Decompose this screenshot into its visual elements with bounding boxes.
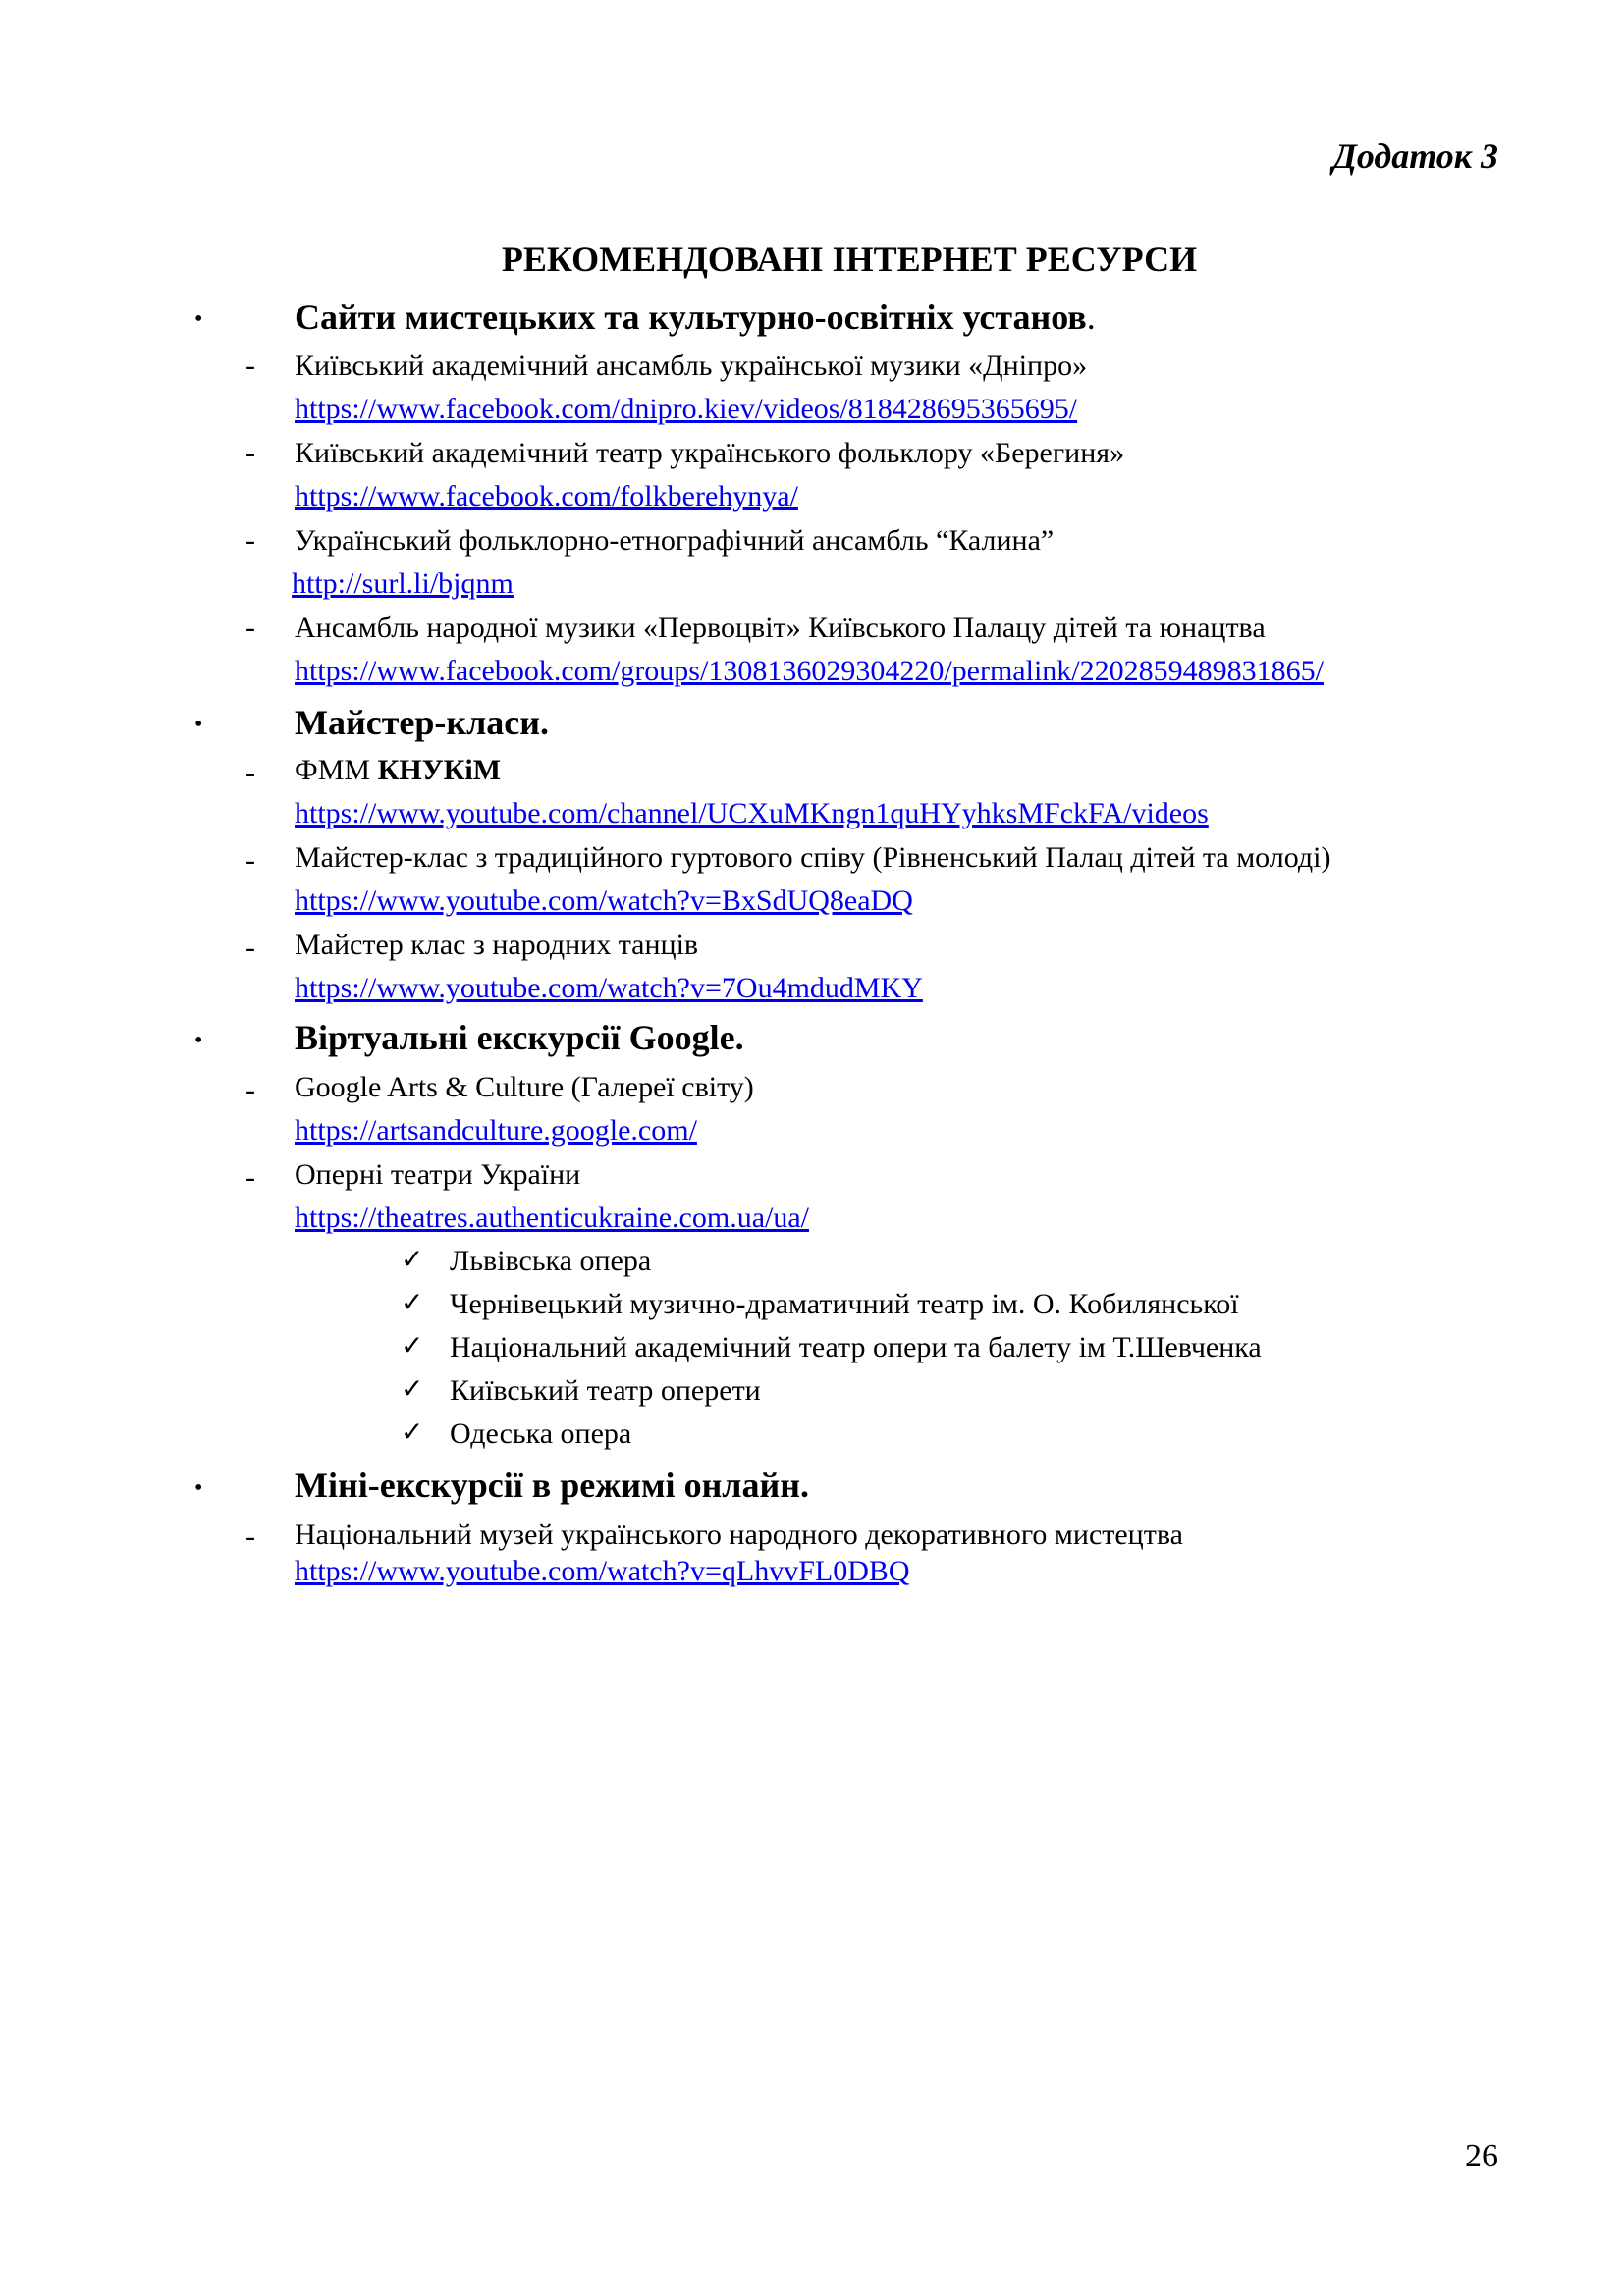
link-dance-masterclass[interactable]: https://www.youtube.com/watch?v=7Ou4mdudMKY [295, 972, 923, 1004]
link-singing-masterclass[interactable]: https://www.youtube.com/watch?v=BxSdUQ8eaDQ [295, 884, 913, 917]
list-item: Національний музей українського народного декоративного мистецтва [295, 1519, 1183, 1551]
list-item: Київський академічний театр українського фольклору «Берегиня» [295, 437, 1125, 469]
dash-icon: - [245, 1074, 255, 1106]
section-heading-online-tours: Міні-екскурсії в режимі онлайн. [295, 1466, 809, 1505]
check-icon: ✓ [401, 1331, 424, 1362]
check-icon: ✓ [401, 1417, 424, 1448]
link-dnipro[interactable]: https://www.facebook.com/dnipro.kiev/videos/818428695365695/ [295, 393, 1078, 425]
link-berehynya[interactable]: https://www.facebook.com/folkberehynya/ [295, 480, 798, 512]
checklist-item: Національний академічний театр опери та балету ім Т.Шевченка [450, 1331, 1262, 1363]
dash-icon: - [245, 524, 255, 557]
dash-icon: - [245, 932, 255, 964]
bullet-icon: • [194, 306, 203, 332]
page-number: 26 [1465, 2138, 1498, 2174]
dash-icon: - [245, 1161, 255, 1194]
link-opera-theatres[interactable]: https://theatres.authenticukraine.com.ua/ua/ [295, 1201, 809, 1234]
list-item: Київський академічний ансамбль української музики «Дніпро» [295, 349, 1088, 382]
list-item: Google Arts & Culture (Галереї світу) [295, 1071, 754, 1103]
section-heading-google-tours: Віртуальні екскурсії Google. [295, 1018, 744, 1057]
checklist-item: Одеська опера [450, 1417, 632, 1450]
link-knukim[interactable]: https://www.youtube.com/channel/UCXuMKngn1quHYyhksMFckFA/videos [295, 797, 1209, 829]
checklist-item: Чернівецький музично-драматичний театр ім. О. Кобилянської [450, 1288, 1239, 1320]
dash-icon: - [245, 349, 255, 382]
check-icon: ✓ [401, 1374, 424, 1405]
appendix-label: Додаток 3 [1332, 136, 1498, 176]
check-icon: ✓ [401, 1245, 424, 1275]
section-heading-masterclasses: Майстер-класи. [295, 703, 550, 742]
section-heading-institutions: Сайти мистецьких та культурно-освітніх установ. [295, 297, 1096, 337]
list-item: ФММ КНУКіМ [295, 754, 502, 786]
dash-icon: - [245, 1521, 255, 1553]
dash-icon: - [245, 612, 255, 644]
link-kalyna[interactable]: http://surl.li/bjqnm [292, 567, 514, 600]
bullet-icon: • [194, 1475, 203, 1501]
list-item: Український фольклорно-етнографічний ансамбль “Калина” [295, 524, 1055, 557]
bullet-icon: • [194, 712, 203, 737]
list-item: Ансамбль народної музики «Первоцвіт» Київського Палацу дітей та юнацтва [295, 612, 1266, 644]
link-pervotsvit[interactable]: https://www.facebook.com/groups/1308136029304220/permalink/2202859489831865/ [295, 655, 1324, 687]
link-decorative-museum[interactable]: https://www.youtube.com/watch?v=qLhvvFL0DBQ [295, 1555, 910, 1587]
bullet-icon: • [194, 1028, 203, 1053]
list-item: Майстер клас з народних танців [295, 929, 699, 961]
check-icon: ✓ [401, 1288, 424, 1318]
page-title: РЕКОМЕНДОВАНІ ІНТЕРНЕТ РЕСУРСИ [501, 240, 1198, 279]
list-item: Майстер-клас з традиційного гуртового співу (Рівненський Палац дітей та молоді) [295, 841, 1331, 874]
dash-icon: - [245, 757, 255, 789]
checklist-item: Львівська опера [450, 1245, 652, 1277]
dash-icon: - [245, 437, 255, 469]
list-item: Оперні театри України [295, 1158, 581, 1191]
dash-icon: - [245, 844, 255, 877]
link-arts-culture[interactable]: https://artsandculture.google.com/ [295, 1114, 697, 1147]
checklist-item: Київський театр оперети [450, 1374, 761, 1407]
